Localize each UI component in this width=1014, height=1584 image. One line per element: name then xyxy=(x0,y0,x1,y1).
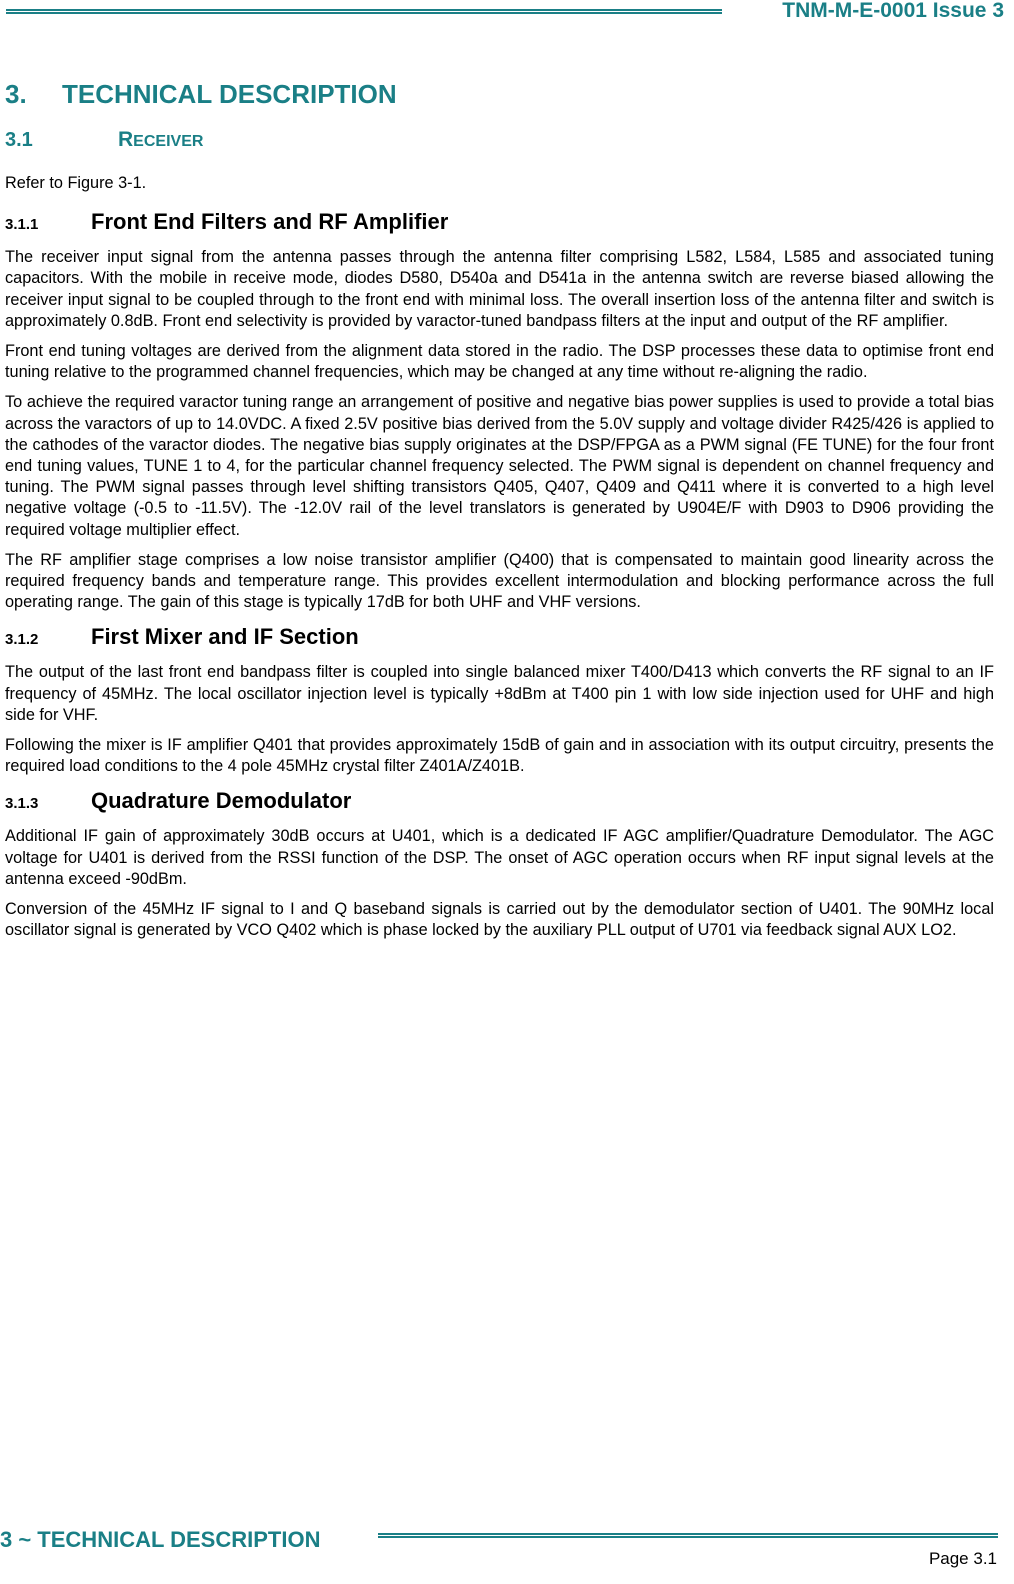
subsubsection-title: Front End Filters and RF Amplifier xyxy=(91,209,449,235)
body-paragraph: Conversion of the 45MHz IF signal to I and Q baseband signals is carried out by the demodulator section of U401. The 90MHz local oscillator signal is generated by VCO Q402 which is phase locked by the auxiliary PLL output of U701 via feedback signal AUX LO2. xyxy=(5,900,994,940)
subsubsection-heading-3-1-2 xyxy=(5,622,994,652)
body-paragraph: Additional IF gain of approximately 30dB occurs at U401, which is a dedicated IF AGC amplifier/Quadrature Demodulator. The AGC voltage for U401 is derived from the RSSI function of the DSP. The onset of AGC operation occurs when RF input signal levels at the antenna exceed -90dBm. xyxy=(5,827,994,888)
subsubsection-heading-3-1-1 xyxy=(5,207,994,237)
subsubsection-number: 3.1.2 xyxy=(5,631,39,649)
body-paragraph: The output of the last front end bandpass filter is coupled into single balanced mixer T400/D413 which converts the RF signal to an IF frequency of 45MHz. The local oscillator injection level is typically +8dBm at T400 pin 1 with low side injection used for UHF and high side for VHF. xyxy=(5,663,994,724)
subsubsection-number: 3.1.3 xyxy=(5,795,39,813)
subsubsection-title: Quadrature Demodulator xyxy=(91,788,352,814)
section-number: 3. xyxy=(5,79,27,109)
body-paragraph: The RF amplifier stage comprises a low noise transistor amplifier (Q400) that is compensated to maintain good linearity across the required frequency bands and temperature range. This provides excellent intermodulation and blocking performance across the full operating range. The gain of this stage is typically 17dB for both UHF and VHF versions. xyxy=(5,550,994,612)
subsection-title-rest: ECEIVER xyxy=(133,133,204,150)
subsection-heading xyxy=(5,127,994,155)
subsection-title-initial: R xyxy=(118,128,134,151)
page-header xyxy=(0,0,1014,26)
section-title: TECHNICAL DESCRIPTION xyxy=(62,79,397,109)
page-content xyxy=(5,77,994,950)
subsubsection-number: 3.1.1 xyxy=(5,216,39,234)
footer-section-label: 3 ~ TECHNICAL DESCRIPTION xyxy=(0,1527,321,1552)
subsubsection-title: First Mixer and IF Section xyxy=(91,624,359,650)
subsection-number: 3.1 xyxy=(5,129,33,151)
body-paragraph: Front end tuning voltages are derived from the alignment data stored in the radio. The DSP processes these data to optimise front end tuning relative to the programmed channel frequencies, which may be changed at any time without re-aligning the radio. xyxy=(5,342,994,382)
body-paragraph: The receiver input signal from the antenna passes through the antenna filter comprising L582, L584, L585 and associated tuning capacitors. With the mobile in receive mode, diodes D580, D540a and D541a in the antenna switch are reverse biased allowing the receiver input signal to be coupled through to the front end with minimal loss. The overall insertion loss of the antenna filter and switch is approximately 0.8dB. Front end selectivity is provided by varactor-tuned bandpass filters at the input and output of the RF amplifier. xyxy=(5,248,994,330)
subsubsection-heading-3-1-3 xyxy=(5,786,994,816)
body-paragraph: Following the mixer is IF amplifier Q401 that provides approximately 15dB of gain and in association with its output circuitry, presents the required load conditions to the 4 pole 45MHz crystal filter Z401A/Z401B. xyxy=(5,736,994,776)
intro-paragraph: Refer to Figure 3-1. xyxy=(5,174,147,192)
body-paragraph: To achieve the required varactor tuning range an arrangement of positive and negative bias power supplies is used to provide a total bias across the varactors of up to 14.0VDC. A fixed 2.5V positive bias derived from the 5.0V supply and voltage divider R425/426 is applied to the cathodes of the varactor diodes. The negative bias supply originates at the DSP/FPGA as a PWM signal (FE TUNE) for the four front end tuning values, TUNE 1 to 4, for the particular channel frequency selected. The PWM signal is dependent on channel frequency and tuning. The PWM signal passes through level shifting transistors Q405, Q407, Q409 and Q411 where it is converted to a high level negative voltage (-0.5 to -11.5V). The -12.0V rail of the level translators is generated by U904E/F with D903 to D906 providing the required voltage multiplier effect. xyxy=(5,393,994,539)
header-double-rule xyxy=(6,9,722,14)
page-number: Page 3.1 xyxy=(928,1549,997,1568)
document-reference: TNM-M-E-0001 Issue 3 xyxy=(782,0,1004,22)
page-footer xyxy=(0,1523,1014,1584)
footer-double-rule xyxy=(378,1533,998,1538)
section-heading xyxy=(5,77,994,111)
